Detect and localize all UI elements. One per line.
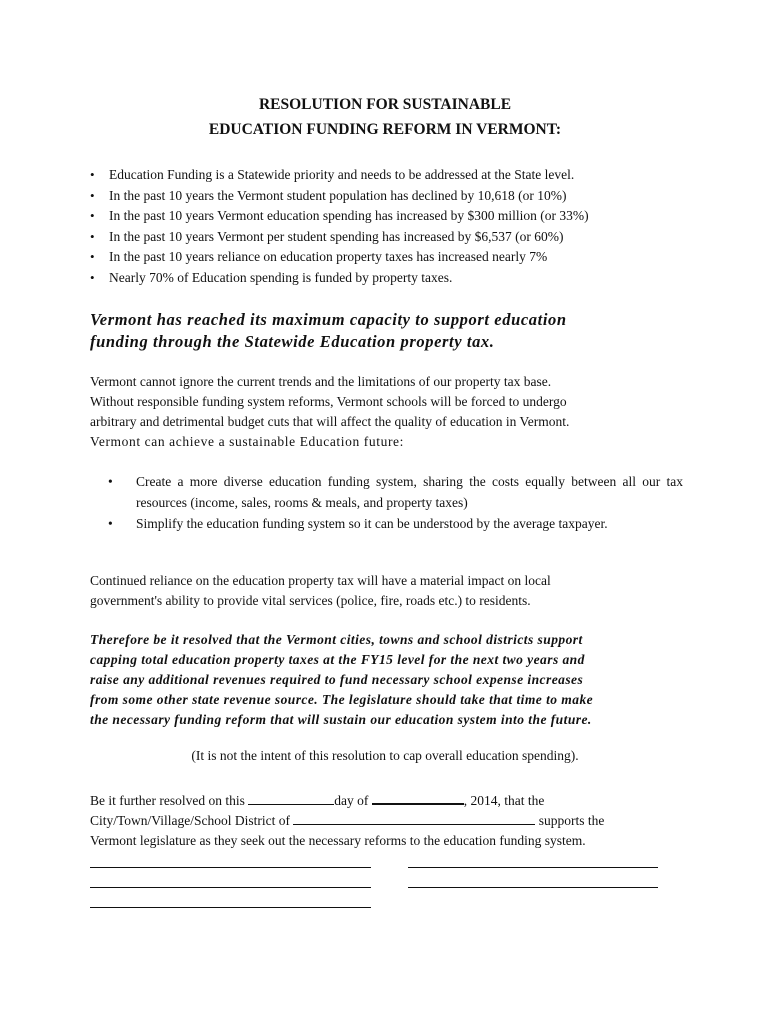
fact-item: • In the past 10 years Vermont education spending has increased by $300 million (or 33%) (90, 206, 589, 227)
further-text: , 2014, that the (463, 793, 545, 808)
further-text: Be it further resolved on this (90, 793, 245, 808)
further-text: day of (334, 793, 369, 808)
paragraph-trends (90, 372, 650, 452)
paragraph-impact (90, 571, 650, 611)
municipality-blank[interactable] (293, 812, 535, 825)
fact-item: • In the past 10 years the Vermont student population has declined by 10,618 (or 10%) (90, 186, 589, 207)
signature-line[interactable] (90, 887, 371, 888)
paragraph-line: government's ability to provide vital services (police, fire, roads etc.) to residents. (90, 593, 531, 608)
resolution-line: the necessary funding reform that will sustain our education system into the future. (90, 711, 592, 727)
fact-item: • Nearly 70% of Education spending is funded by property taxes. (90, 268, 589, 289)
signature-line[interactable] (90, 907, 371, 908)
further-text: City/Town/Village/School District of (90, 813, 290, 828)
paragraph-line: Vermont can achieve a sustainable Education future: (90, 434, 404, 449)
paragraph-line: Vermont cannot ignore the current trends and the limitations of our property tax base. (90, 374, 552, 389)
resolution-line: Therefore be it resolved that the Vermont cities, towns and school districts support (90, 632, 583, 647)
signature-line[interactable] (408, 887, 658, 888)
goal-item: • Simplify the education funding system so it can be understood by the average taxpayer. (108, 514, 683, 535)
further-line-2 (90, 811, 690, 831)
title-line-1: RESOLUTION FOR SUSTAINABLE (258, 96, 512, 113)
section-heading (90, 309, 690, 353)
resolution-line: capping total education property taxes at the FY15 level for the next two years and (90, 651, 585, 667)
signature-line[interactable] (90, 867, 371, 868)
further-resolved (90, 791, 690, 851)
goal-item: • Create a more diverse education funding system, sharing the costs equally between all our tax resources (income, sales, rooms & meals, and property taxes) (108, 472, 683, 514)
heading-line-1: Vermont has reached its maximum capacity to support education (90, 310, 567, 329)
paragraph-line: arbitrary and detrimental budget cuts that will affect the quality of education in Vermont. (90, 414, 570, 429)
further-line-1 (90, 791, 690, 811)
resolution-line: raise any additional revenues required to fund necessary school expense increases (90, 671, 584, 687)
heading-line-2: funding through the Statewide Education property tax. (90, 332, 495, 351)
resolution-statement (90, 630, 680, 730)
further-line-3: Vermont legislature as they seek out the necessary reforms to the education funding system. (90, 833, 586, 848)
day-blank[interactable] (248, 792, 334, 805)
intent-note: (It is not the intent of this resolution to cap overall education spending). (191, 748, 579, 763)
resolution-line: from some other state revenue source. The legislature should take that time to make (90, 691, 594, 707)
fact-item: • In the past 10 years reliance on education property taxes has increased nearly 7% (90, 247, 589, 268)
paragraph-line: Without responsible funding system reforms, Vermont schools will be forced to undergo (90, 394, 567, 409)
goals-list (108, 472, 683, 534)
month-blank[interactable] (372, 791, 464, 805)
fact-item: • Education Funding is a Statewide priority and needs to be addressed at the State level. (90, 165, 589, 186)
fact-item: • In the past 10 years Vermont per student spending has increased by $6,537 (or 60%) (90, 227, 589, 248)
title-line-2: EDUCATION FUNDING REFORM IN VERMONT: (208, 121, 562, 138)
paragraph-line: Continued reliance on the education property tax will have a material impact on local (90, 573, 551, 588)
further-text: supports the (538, 813, 605, 828)
facts-list (90, 165, 589, 289)
signature-line[interactable] (408, 867, 658, 868)
